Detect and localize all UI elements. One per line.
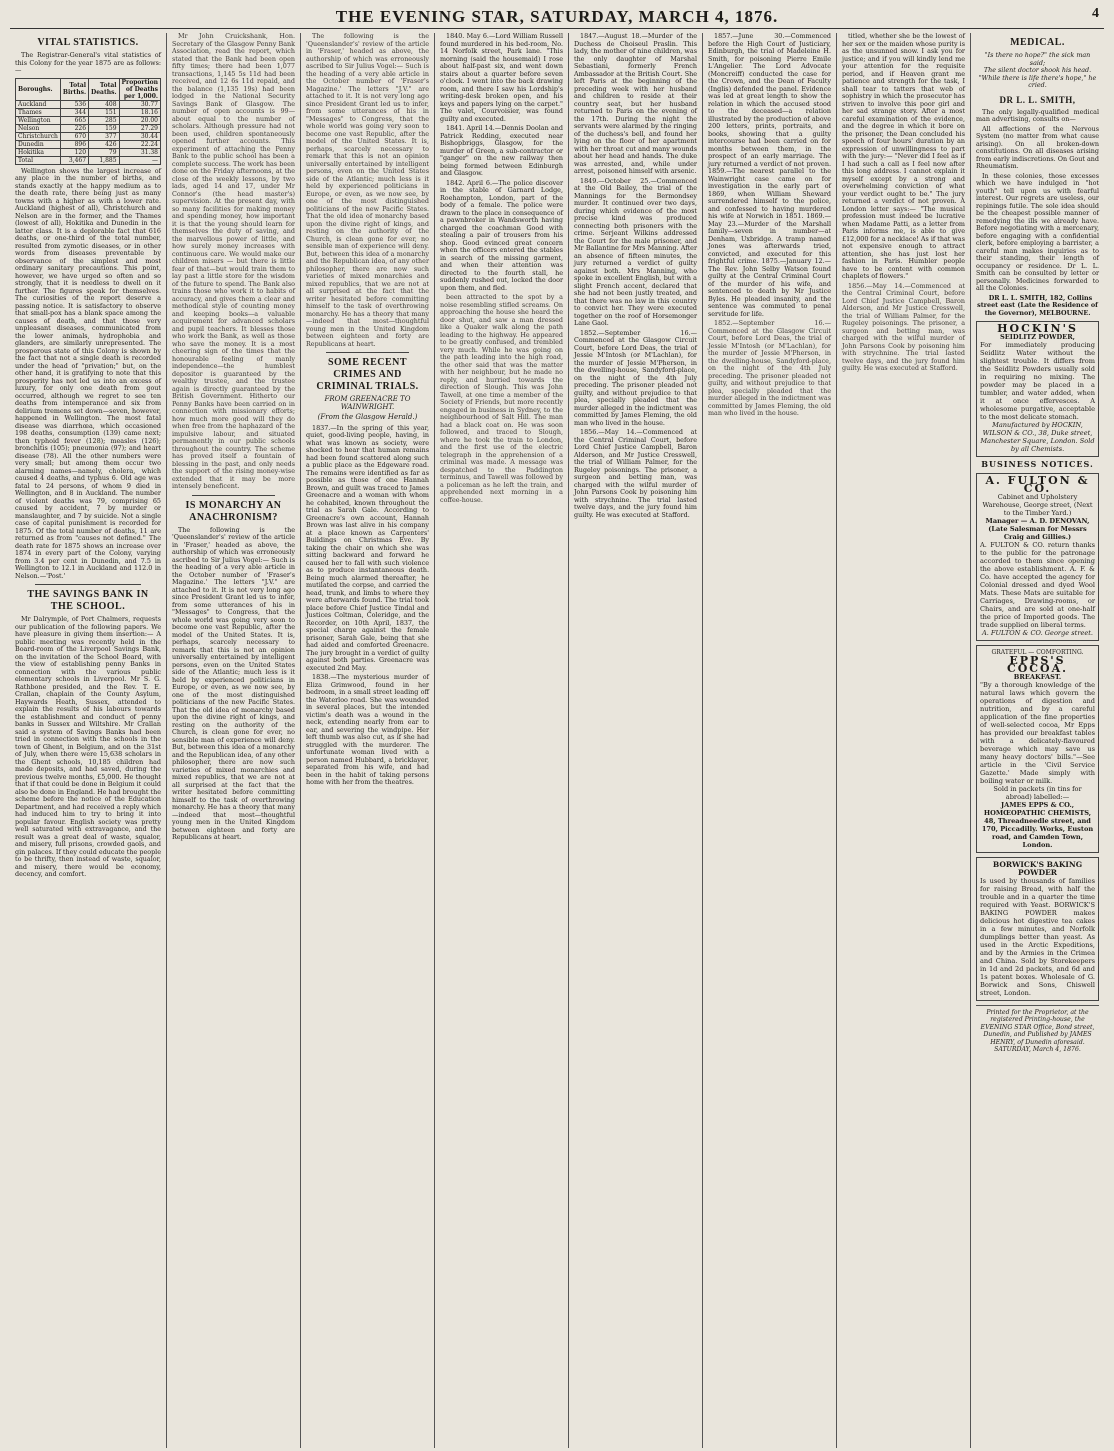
epps-sold: Sold in packets (in tins for abroad) labelled:— [993,784,1082,801]
banks-body: Mr Dalrymple, of Port Chalmers, requests our publication of the following papers. We have pleasure in giving them insertion:— A public meeting was recently held in the Board-room of the Liverpool Savings Bank, on the invitation of the School Board, with the view of establishing penny Banks in connection with the various public elementary schools in Liverpool. Mr S. G. Rathbone presided, and the Rev. T. E. Crallan, chaplain of the County Asylum, Haywards Heath, Sussex, attended to explain the results of his labours towards the establishment and conduct of penny banks in Sussex and Wiltshire. Mr Crallan said a system of Savings Banks had been tried in connection with the schools in the town of Ghent, in Belgium, and on the 31st of July, when there were 15,638 scholars in the Ghent schools, 10,185 children had made deposits, and had saved, during the previous twelve months, £5,000. He thought that if that could be done in Belgium it could also be done in England. He had brought the scheme before the notice of the Education Department, and had received a reply which had induced him to try to bring it into popular favour. English society was pretty well saturated with extravagance, and the result was a great deal of waste, squalor, and misery, full prisons, crowded gaols, and gin palaces. If they could educate the people to be thrifty, then instead of waste, squalor, and misery, there would be economy, decency, and comfort. [15,615,161,878]
trials-1852-continued: 1852.—September 16.—Commenced at the Glasgow Circuit Court, before Lord Deas, the trial of Jessie M'Intosh (or M'Lachlan), for the murder of Jessie M'Pherson, in the dwelling-house, Sandyford-place, on the night of the 4th July preceding. The prisoner pleaded not guilty, and without prejudice to that plea, specially pleaded that the murder alleged in the indictment was committed by James Fleming, the old man who lived in the house. [708,319,831,417]
verse-line: "Is there no hope?" the sick man said; [984,51,1091,67]
cell: 670 [60,132,88,140]
crimes-body-1842: 1842. April 6.—The police discover in the stable of Garnard Lodge, Roehampton, London, part of the body of a female. The police were drawn to the place in consequence of a pawnbroker in Wandsworth having charged the coachman Good with stealing a pair of trousers from his shop. Good evinced great concern when the officers entered the stables in search of the missing garment, and when their attention was directed to the fourth stall, he suddenly rushed out, locked the door upon them, and fled. [440,178,563,292]
crimes-body-1837: 1837.—In the spring of this year, quiet, good-living people, having, in what was known as society, were shocked to hear that human remains had been found scattered along such a public place as the Edgeware road. The remains were identified as far as possible as those of one Hannah Brown, and guilt was traced to James Greenacre and a woman with whom he cohabited, known throughout the trial as Sarah Gale. According to Greenacre's own account, Hannah Brown was last alive in his company at a place known as Carpenters' Buildings on Christmas Eve. By taking the chair on which she was sitting backward and forward he caused her to fall with such violence as to produce instantaneous death. Being much alarmed thereafter, he mutilated the corpse, and carried the head, trunk, and limbs to where they were afterwards found. The trial took place before Chief Justice Tindal and Justices Coltman, Coleridge, and the Recorder, on 10th April, 1837, the special charge against the female prisoner, Sarah Gale, being that she had aided and comforted Greenacre. The jury brought in a verdict of guilty against both parties. Greenacre was executed 2nd May. [306,423,429,672]
trials-1849: 1849.—October 25.—Commenced at the Old Bailey, the trial of the Mannings for the Bermondsey murder. It continued over two days, during which evidence of the most precise kind was produced connecting both prisoners with the crime. Serjeant Wilkins addressed the Court for the male prisoner, and Mr Ballantine for Mrs Manning. After an absence of fifteen minutes, the jury returned a verdict of guilty against both. Mrs Manning, who spoke in excellent English, but with a slight French accent, declared that she had not been justly treated, and that there was no law in this country to convict her. They were executed together on the roof of Horsemonger Lane Gaol. [574,176,697,327]
cell: Auckland [16,100,61,108]
cell: Christchurch [16,132,61,140]
table-row [16,100,161,108]
medical-heading: MEDICAL. [1010,37,1065,48]
vital-table [15,78,161,165]
borwick-body: Is used by thousands of families for raising Bread, with half the trouble and in a quarter the time required with Yeast. BORWICK'S BAKING POWDER makes delicious hot digestive tea cakes in a few minutes, and Norfolk dumplings better than yeast. As used in the Arctic Expeditions, and by the Armies in the Crimea and China. Sold by Storekeepers in 1d and 2d packets, and 6d and 1s patent boxes. Wholesale of G. Borwick and Sons, Chiswell street, London. [980,876,1095,997]
cell: 226 [60,124,88,132]
trials-1847: 1847.—August 18.—Murder of the Duchess de Choiseul Praslin. This lady, the mother of nine children, was the only daughter of Marshal Sebastiani, formerly French Ambassador at the British Court. She left Paris at the beginning of the preceding week with her husband and children to reside at their country seat, but her husband returned to Paris on the evening of the 17th. During the night the servants were alarmed by the ringing of the duchess's bell, and found her lying on the floor of her apartment with her throat cut and many wounds about her head and hands. The duke was arrested, and, while under arrest, poisoned himself with arsenic. [574,32,697,175]
cell: 120 [60,148,88,156]
cell: 18.16 [119,108,160,116]
cell: 31.38 [119,148,160,156]
cell: 1,885 [89,156,120,164]
vital-body: Wellington shows the largest increase of any place in the number of births, and stands exactly at the happy medium as to the death rate, there being just as many towns with a higher as with a lower rate. Auckland (highest of all), Christchurch and Nelson are in the former, and the Thames (lowest of all), Hokitika and Dunedin in the latter class. It is a deplorable fact that 616 deaths, or one-third of the total number, resulted from zymotic diseases, or in other words from diseases preventable by observance of the simplest and most ordinary sanitary precautions. This point, however, we have urged so often and so strongly, that it is needless to dwell on it further. The figures speak for themselves. The curiosities of the report deserve a passing notice. It is satisfactory to observe that small-pox has a blank space among the causes of death, and that those very unpleasant diseases, communicated from the lower animals, hydrophobia and glanders, are similarly unrepresented. The prosperous state of this Colony is shown by the fact that not a single death is recorded under the head of "privation;" but, on the other hand, it is gratifying to note that this prosperity has not led us into an excess of luxury, for only one death from gout occurred, although we regret to see ten deaths from intemperance and six from delirium tremens set down—seven, however, happened in Wellington. The most fatal disease was diarrhœa, which occasioned 198 deaths, consumption (139) came next; then typhoid fever (128); measles (126); bronchitis (105); pneumonia (97); and heart disease (78). All the other numbers were very small; but among them occur two alarming names—namely, cholera, which caused 4 deaths, and typhus 6. Old age was fatal to 24 persons, of whom 9 died in Wellington, and 8 in Auckland. The number of violent deaths was 79, comprising 65 caused by accident, 7 by murder or manslaughter, and 7 by suicide. Not a single case of capital punishment is recorded for 1875. Of the total number of deaths, 11 are returned as from "causes not defined." The death rate for 1875 shows an increase over 1874 in every part of the Colony, varying from 3.4 per cent in Dunedin, and 7.5 in Wellington to 12.1 in Auckland and 112.0 in Nelson.—'Post.' [15,166,161,580]
cell: 536 [60,100,88,108]
defence-speech: titled, whether she be the lowest of her sex or the maiden whose purity is as the unsunned snow. I ask you for justice; and if you will kindly lend me your attention for the requisite period, and if Heaven grant me patience and strength for the task, I shall tear to tatters that web of sophistry in which the prosecutor has striven to involve this poor girl and her sad strange story. After a most careful examination of the evidence, and the degree in which it bore on the prisoner, the Dean concluded his speech of four hours' duration by an expression of unwillingness to part with the jury:— "Never did I feel as if I had such a call as I feel now after this long address. I cannot explain it myself except by a strong and overwhelming conviction of what your verdict ought to be." The jury returned a verdict of not proven. A London letter says:— "The musical profession must indeed be lucrative when Madame Patti, as a letter from Paris informs me, is able to give £12,000 for a necklace! As if that was not expensive enough to attract attention, she has just lost her fashion in Paris. Humbler people have to be content with common chaplets of flowers." [842,32,965,280]
fulton-trade: Cabinet and Upholstery Warehouse, George street, (Next to the Timber Yard.) [982,492,1093,517]
cell: Dunedin [16,140,61,148]
borwick-title: BORWICK'S BAKING POWDER [992,859,1083,877]
epps-maker: JAMES EPPS & CO., HOMŒOPATHIC CHEMISTS, 48, Threadneedle street, and 170, Piccadilly. Works, Euston road, and Camden Town, London. [981,800,1094,849]
cell: 30.44 [119,132,160,140]
trials-1852: 1852.—September 16.—Commenced at the Glasgow Circuit Court, before Lord Deas, the trial of Jessie M'Intosh (or M'Lachlan), for the murder of Jessie M'Pherson, in the dwelling-house, Sandyford-place, on the night of the 4th July preceding. The prisoner pleaded not guilty, and without prejudice to that plea, specially pleaded that the murder alleged in the indictment was committed by James Fleming, the old man who lived in the house. [574,328,697,427]
masthead [10,6,1104,29]
crimes-source: (From the Glasgow Herald.) [317,413,418,421]
vital-col-header: Total Deaths. [89,78,120,100]
divider [326,352,409,353]
medical-body: In these colonies, those excesses which we have indulged in "hot youth" tell upon us with fearful interest. Our regrets are useless, our repinings futile. The sole idea should be the cheapest possible manner of remedying the ills we already have. Before negotiating with a mercenary, before engaging with a confidential clerk, before employing a barrister, a careful man makes inquiries as to their standing, their length of occupancy or residence. Dr L. L. Smith can be consulted by letter or personally. Medicines forwarded to all the Colonies. [976,171,1099,292]
table-row [16,132,161,140]
monarchy-body: The following is the 'Queenslander's' review of the article in 'Fraser,' headed as above, the authorship of which was erroneously ascribed to Sir Julius Vogel:— Such is the heading of a very able article in the October number of 'Fraser's Magazine.' The letters "J.V." are attached to it. It is not very long ago since President Grant led us to infer, from some utterances of his in "Messages" to Congress, that the whole world was going very soon to become one vast Republic, after the model of the United States. It is, perhaps, scarcely necessary to remark that this is not an opinion universally entertained by intelligent persons, even on the United States side of the Atlantic; much less is it held by experienced politicians in Europe, or even, as we now see, by one of the most distinguished politicians of the new Pacific States. That the old idea of monarchy based upon the divine right of kings, and resting on the authority of the Church, is clean gone for ever, no sensible man of experience will deny. But, between this idea of a monarchy and the Republican idea, of any other philosopher, there are now such varieties of mixed monarchies and mixed republics, that we are not at all surprised at the fact that the writer hesitated before committing himself to the task of overthrowing monarchy. He has a theory that many—indeed that most—thoughtful young men in the United Kingdom between eighteen and forty are Republicans at heart. [172,525,295,841]
cell: 30.77 [119,100,160,108]
page-number: 4 [1092,6,1100,21]
vital-col-header: Proportion of Deaths per 1,000. [119,78,160,100]
table-total-row [16,156,161,164]
table-row [16,148,161,156]
medical-address: DR L. L. SMITH, 182, Collins street east (Late the Residence of the Governor), MELBOURNE. [977,293,1098,317]
column-6 [703,33,837,1448]
hockin-body: For immediately producing Seidlitz Water without the slightest trouble. It differs from the Seidlitz Powders usually sold in requiring no mixing. The powder may be placed in a tumbler, and water added, when it at once effervesces. A wholesome purgative, acceptable to the most delicate stomach. [980,341,1095,421]
cell: Total [16,156,61,164]
column-5 [569,33,703,1448]
epps-sub: BREAKFAST. [1013,672,1062,681]
medical-ailments: All affections of the Nervous System (no matter from what cause arising). On all broken-down constitutions. On all diseases arising from early indiscretions. On Gout and Rheumatism. [976,124,1099,170]
divider [35,584,141,585]
crimes-body-1840: 1840. May 6.—Lord William Russell found murdered in his bed-room, No. 14 Norfolk street, Park lane. "This morning (said the housemaid) I rose about half-past six, and went down stairs about a quarter before seven o'clock. I went into the back drawing room, and there I saw his Lordship's writing-desk broken open, and his keys and papers lying on the carpet." The valet, Courvoisier, was found guilty and executed. [440,32,563,123]
vital-intro: The Registrar-General's vital statistics of this Colony for the year 1875 are as follows:— [15,51,161,74]
verse-line: The silent doctor shook his head. [983,66,1092,74]
column-7 [837,33,971,1448]
epps-body: "By a thorough knowledge of the natural laws which govern the operations of digestion and nutrition, and by a careful application of the fine properties of well-selected cocoa, Mr Epps has provided our breakfast tables with a delicately-flavoured beverage which may save us many heavy doctors' bills."—See article in the 'Civil Service Gazette.' Made simply with boiling water or milk. [980,680,1095,785]
cell: 20.00 [119,116,160,124]
doctor-name: DR L. L. SMITH, [999,94,1076,105]
fulton-body: A. FULTON & CO. return thanks to the public for the patronage accorded to them since opening the above establishment. A. F. & Co. have accepted the agency for Colonial dressed and dyed Wool Mats. These Mats are suitable for Carriages, Drawing-rooms, or Chairs, and are sold at one-half the price of Imported goods. The trade supplied on liberal terms. [980,540,1095,629]
vital-heading: VITAL STATISTICS. [37,37,139,48]
medical-tagline: The only legally-qualified medical man advertising, consults on— [976,107,1099,123]
cell: Thames [16,108,61,116]
medical-verse [976,52,1099,90]
printer-imprint: Printed for the Proprietor, at the registered Printing-house, the EVENING STAR Office, Bond street, Dunedin, and Published by JAMES HENRY, of Dunedin aforesaid. SATURDAY, March 4, 1876. [976,1005,1099,1054]
trials-1856: 1856.—May 14.—Commenced at the Central Criminal Court, before Lord Chief Justice Campbell, Baron Alderson, and Mr Justice Cresswell, the trial of William Palmer, for the Rugeley poisonings. The prisoner, a surgeon and betting man, was charged with the wilful murder of John Parsons Cook by poisoning him with strychnine. The trial lasted twelve days, and the jury found him guilty. He was executed at Stafford. [574,428,697,519]
fulton-manager: Manager — A. D. DENOVAN, (Late Salesman for Messrs Craig and Gillies.) [985,516,1090,541]
epps-title: EPPS'S COCOA. [1006,653,1069,675]
cell: 3,467 [60,156,88,164]
cell: 151 [89,108,120,116]
cell: 159 [89,124,120,132]
cell: Nelson [16,124,61,132]
vital-col-header: Boroughs. [16,78,61,100]
divider [192,495,275,496]
cell: 426 [89,140,120,148]
hockin-product: SEIDLITZ POWDER, [1000,333,1075,341]
column-1 [10,33,167,1448]
monarchy-heading: IS MONARCHY AN ANACHRONISM? [185,499,282,523]
cell: 22.24 [119,140,160,148]
crimes-heading: SOME RECENT CRIMES AND CRIMINAL TRIALS. [316,357,419,392]
cell: 896 [60,140,88,148]
fulton-sign: A. FULTON & CO. George street. [981,628,1094,637]
banks-heading: THE SAVINGS BANK IN THE SCHOOL. [27,589,149,612]
hockin-title: HOCKIN'S [997,322,1078,335]
crimes-subheading: FROM GREENACRE TO WAINWRIGHT. [324,395,411,411]
fulton-advert [976,473,1099,641]
cell: Wellington [16,116,61,124]
cell: 285 [89,116,120,124]
cell: Hokitika [16,148,61,156]
trials-continued: 1857.—June 30.—Commenced before the High Court of Justiciary, Edinburgh, the trial of Madeleine H. Smith, for poisoning Pierre Emile L'Angelier. The Lord Advocate (Moncreiff) conducted the case for the Crown, and the Dean of Faculty (Inglis) defended the panel. Evidence was led at great length to show the relation in which the accused stood to the deceased—a relation illustrated by the production of above 200 letters, prints, portraits, and books, showing that a guilty intercourse had been carried on for months between them, in the prospect of an early marriage. The jury returned a verdict of not proven. 1859.—The nearest parallel to the Wainwright case came on for investigation in the early part of 1869, when William Sheward surrendered himself to the police, and confessed to having murdered his wife at Norwich in 1851. 1869.—May 23.—Murder of the Marshall family—seven in number—at Denham, Uxbridge. A tramp named Jones was afterwards tried, convicted, and executed for this frightful crime. 1875.—January 12.—The Rev. John Selby Watson found guilty at the Central Criminal Court of the murder of his wife, and sentenced to death by Mr Justice Byles. He pleaded insanity, and the sentence was commuted to penal servitude for life. [708,32,831,318]
cell: 79 [89,148,120,156]
cell: 665 [60,116,88,124]
column-8-advertisements [971,33,1104,1448]
column-2 [167,33,301,1448]
borwick-advert [976,857,1099,1001]
fulton-firm: A. FULTON & CO. [985,473,1090,495]
business-heading: BUSINESS NOTICES. [981,459,1094,469]
table-row [16,140,161,148]
crimes-body-1838: 1838.—The mysterious murder of Eliza Grimwood, found in her bedroom, in a small street leading off the Waterloo road. She was wounded in several places, but the intended victim's death was a wound in the neck, extending nearly from ear to ear, and severing the windpipe. Her left thumb was also cut, as if she had struggled with the murderer. The unfortunate woman lived with a person named Hubbard, a bricklayer, separated from his wife, and had been in the habit of taking persons home with her from the theatres. [306,673,429,786]
verse-line: "While there is life there's hope," he cried. [978,73,1097,89]
column-4 [435,33,569,1448]
table-row [16,124,161,132]
trials-1856-continued: 1856.—May 14.—Commenced at the Central Criminal Court, before Lord Chief Justice Campbell, Baron Alderson, and Mr Justice Cresswell, the trial of William Palmer, for the Rugeley poisonings. The prisoner, a surgeon and betting man, was charged with the wilful murder of John Parsons Cook by poisoning him with strychnine. The trial lasted twelve days, and the jury found him guilty. He was executed at Stafford. [842,281,965,372]
cell: 408 [89,100,120,108]
epps-pre: GRATEFUL — COMFORTING. [991,648,1084,656]
cell: 377 [89,132,120,140]
vital-col-header: Total Births. [60,78,88,100]
hockin-advert [976,321,1099,457]
table-row [16,108,161,116]
cell: — [119,156,160,164]
vital-table-header [16,78,161,100]
cell: 27.29 [119,124,160,132]
crimes-body-1841: 1841. April 14.—Dennis Doolan and Patrick Redding, executed near Bishopbriggs, Glasgow, for the murder of Green, a sub-contractor or "ganger" on the new railway then being formed between Edinburgh and Glasgow. [440,124,563,177]
masthead-title: THE EVENING STAR, SATURDAY, MARCH 4, 1876. [335,7,779,26]
columns [10,33,1104,1448]
hockin-maker: Manufactured by HOCKIN, WILSON & CO., 38, Duke street, Manchester Square, London. Sold by all Chemists. [980,421,1095,453]
crimes-continued: been attracted to the spot by a noise resembling stifled screams. On approaching the house she heard the door shut, and saw a man dressed like a Quaker walk along the path leading to the highway. He appeared to be greatly confused, and trembled very much. While he was going on the path leading into the high road, the other said that was the matter with her neighbour, but he made no reply, and hurried towards the direction of Slough. This was John Tawell, at one time a member of the Society of Friends, but more recently engaged in business in Sydney, to the neighbourhood of Salt Hill. The man had a black coat on. He was soon followed, and traced to Slough, where he took the train to London, and the first use of the electric telegraph in the apprehension of a criminal was made. A message was despatched to the Paddington terminus, and Tawell was followed by a policeman as he left the train, and apprehended next morning in a coffee-house. [440,293,563,504]
monarchy-continued: The following is the 'Queenslander's' review of the article in 'Fraser,' headed as above, the authorship of which was erroneously ascribed to Sir Julius Vogel:— Such is the heading of a very able article in the October number of 'Fraser's Magazine.' The letters "J.V." are attached to it. It is not very long ago since President Grant led us to infer, from some utterances of his in "Messages" to Congress, that the whole world was going very soon to become one vast Republic, after the model of the United States. It is, perhaps, scarcely necessary to remark that this is not an opinion universally entertained by intelligent persons, even on the United States side of the Atlantic; much less is it held by experienced politicians in Europe, or even, as we now see, by one of the most distinguished politicians of the new Pacific States. That the old idea of monarchy based upon the divine right of kings, and resting on the authority of the Church, is clean gone for ever, no sensible man of experience will deny. But, between this idea of a monarchy and the Republican idea, of any other philosopher, there are now such varieties of mixed monarchies and mixed republics, that we are not at all surprised at the fact that the writer hesitated before committing himself to the task of overthrowing monarchy. He has a theory that many—indeed that most—thoughtful young men in the United Kingdom between eighteen and forty are Republicans at heart. [306,32,429,348]
table-row [16,116,161,124]
cell: 344 [60,108,88,116]
column-3 [301,33,435,1448]
banks-continued: Mr John Cruickshank, Hon. Secretary of the Glasgow Penny Bank Association, read the report, which stated that the Bank had been open fifty times; there had been 1,077 transactions, 1,145 5s 11d had been received, and 12 6s 11d repaid, and the balance (1,135 19s) had been lodged in the National Security Savings Bank of Glasgow. The number of open accounts is 99—about equal to the number of scholars. Although pressure had not been used, children spontaneously opened further accounts. This experiment of attaching the Penny Bank to the public school has been a complete success. The work has been done on the Friday afternoons, at the close of the weekly lessons, by two lads, aged 14 and 17, under Mr Connor's (the head master's) supervision. At the present day, with so many facilities for making money and spending money, how important it is that the young should learn for themselves the duty of saving, and the marvellous power of little, and how surely money increases with continuous care. We would make our children misers — but there is little fear of that—but would train them to lay past a little store for the wisdom of the future to spend. The Bank also trains those who work it to habits of accuracy, and gives them a clear and methodical style of counting money and keeping books—a valuable acquirement for advanced scholars and pupil teachers. It blesses those who work the Bank, as well as those who save the money. It is a most cheering sign of the times that the honourable feeling of manly independence—the humblest depositor is guaranteed by the wealthy trustee, and the trustee again is directly guaranteed by the British Government. Hitherto our Penny Banks have been carried on in connection with missionary efforts; how much more good will they do when free from the haphazard of the impulsive labour, and situated permanently in our public schools throughout the country. The scheme has proved itself a fountain of blessing in the past, and only needs the support of the rising money-wise extended that it may be more intensely beneficent. [172,32,295,490]
epps-advert [976,645,1099,853]
